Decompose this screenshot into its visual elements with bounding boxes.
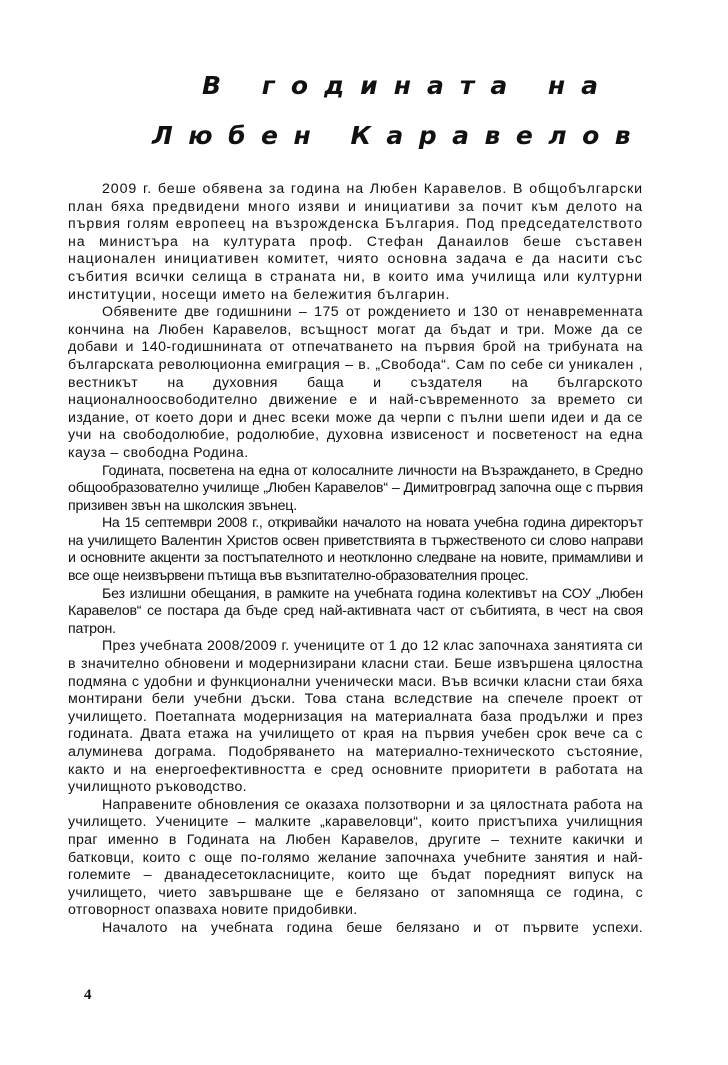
article-body xyxy=(68,181,643,938)
paragraph: Без излишни обещания, в рамките на учебната година колективът на СОУ „Любен Каравелов“ се постара да бъде сред най-активната част от събитията, в чест на своя патрон. xyxy=(68,585,643,637)
paragraph: Обявените две годишнини – 175 от рождението и 130 от ненавременната кончина на Любен Каравелов, всъщност могат да бъдат и три. Може да се добави и 140-годишнината от отпечатването на първия брой на трибуната на българската революционна емиграция – в. „Свобода“. Сам по себе си уникален , вестникът на духовния баща и създателя на българското националноосвободително движение е и най-съвременното за времето си издание, от което дори и днес всеки може да черпи с пълни шепи идеи и да се учи на свободолюбие, родолюбие, духовна извисеност и посветеност на една кауза – свободна Родина. xyxy=(68,304,643,461)
paragraph: Годината, посветена на една от колосалните личности на Възраждането, в Средно общообразователно училище „Любен Каравелов“ – Димитровград започна още с първия призивен звън на школския звънец. xyxy=(68,462,643,514)
title-line-2: Любен Каравелов xyxy=(152,121,647,150)
paragraph: През учебната 2008/2009 г. учениците от 1 до 12 клас започнаха занятията си в значително обновени и модернизирани класни стаи. Беше извършена цялостна подмяна с удобни и функционални ученически маси. Във всички класни стаи бяха монтирани бели учебни дъски. Това стана вследствие на спечеле проект от училището. Поетапната модернизация на материалната база продължи и през годината. Двата етажа на училището от края на първия учебен срок вече са с алуминева дограма. Подобряването на материално-техническото състояние, както и на енергоефективността е сред основните приоритети в работата на училищното ръководство. xyxy=(68,638,643,796)
title-line-1: В годината на xyxy=(202,71,615,100)
paragraph: Направените обновления се оказаха ползотворни и за цялостната работа на училището. Учениците – малките „каравеловци“, които пристъпиха училищния праг именно в Годината на Любен Каравелов, другите – техните какички и батковци, които с още по-голямо желание започнаха учебните занятия и най-големите – дванадесетокласниците, които ще бъдат поредният випуск на училището, чието завършване ще е белязано от запомняща се година, с отговорност опазваха новите придобивки. xyxy=(68,796,643,919)
paragraph: 2009 г. беше обявена за година на Любен Каравелов. В общобългарски план бяха предвидени много изяви и инициативи за почит към делото на първия голям европеец на възрожденска България. Под председателството на министъра на културата проф. Стефан Данаилов беше съставен национален инициативен комитет, чиято основна задача е да насити със събития всички селища в страната ни, в които има училища или културни институции, носещи името на бележития българин. xyxy=(68,181,643,303)
paragraph: Началото на учебната година беше белязано и от първите успехи. xyxy=(102,919,643,936)
paragraph: На 15 септември 2008 г., откривайки началото на новата учебна година директорът на училището Валентин Христов освен приветствията в тържественото си слово направи и основните акценти за постъпателното и неотклонно следване на новите, примамливи и все още неизвървени пътища във възпитателно-образователния процес. xyxy=(68,515,643,585)
page-number: 4 xyxy=(84,987,92,1003)
